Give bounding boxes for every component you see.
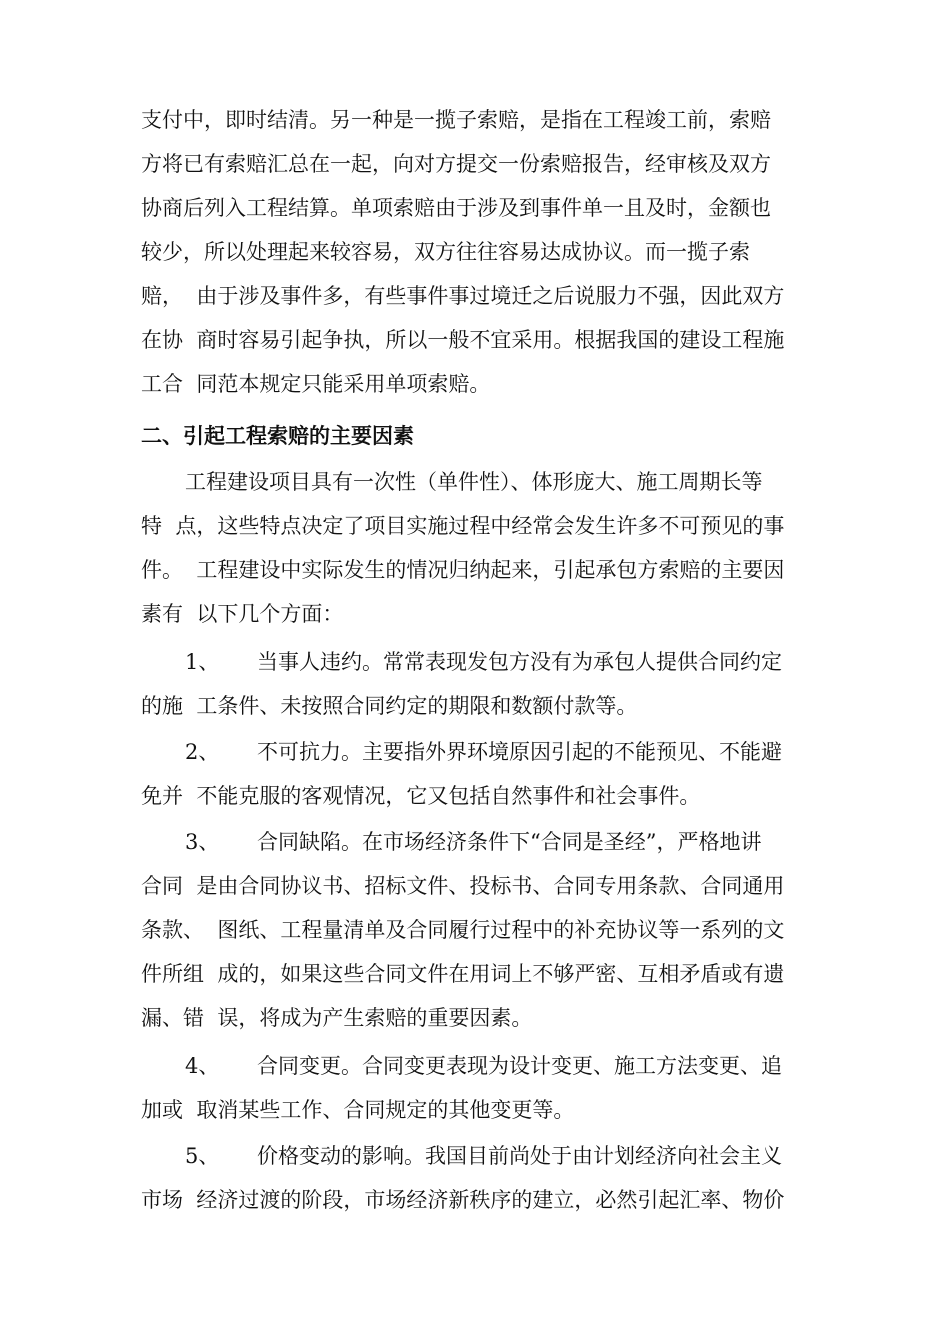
text-line: 的施 工条件、未按照合同约定的期限和数额付款等。 [141,694,638,718]
text-line: 方将已有索赔汇总在一起，向对方提交一份索赔报告，经审核及双方 [141,152,771,176]
list-item-text: 合同缺陷。在市场经济条件下“合同是圣经”，严格地讲 [257,830,762,854]
text-line: 较少，所以处理起来较容易，双方往往容易达成协议。而一揽子索 [141,240,750,264]
list-item-number: 1、 [185,650,220,674]
text-line: 市场 经济过渡的阶段，市场经济新秩序的建立，必然引起汇率、物价 [141,1188,785,1212]
text-line: 在协 商时容易引起争执，所以一般不宜采用。根据我国的建设工程施 [141,328,785,352]
list-item-text: 价格变动的影响。我国目前尚处于由计划经济向社会主义 [257,1144,782,1168]
list-item-number: 2、 [185,740,220,764]
list-item-text: 不可抗力。主要指外界环境原因引起的不能预见、不能避 [257,740,782,764]
list-item-text: 当事人违约。常常表现发包方没有为承包人提供合同约定 [257,650,782,674]
text-line: 免并 不能克服的客观情况，它又包括自然事件和社会事件。 [141,784,701,808]
text-line: 支付中，即时结清。另一种是一揽子索赔，是指在工程竣工前，索赔 [141,108,771,132]
text-line: 工合 同范本规定只能采用单项索赔。 [141,372,491,396]
text-line: 漏、错 误，将成为产生索赔的重要因素。 [141,1006,533,1030]
text-line: 合同 是由合同协议书、招标文件、投标书、合同专用条款、合同通用 [141,874,785,898]
section-heading: 二、引起工程索赔的主要因素 [141,424,414,448]
text-line: 加或 取消某些工作、合同规定的其他变更等。 [141,1098,575,1122]
list-item-number: 5、 [185,1144,220,1168]
list-item-number: 3、 [185,830,220,854]
text-line: 工程建设项目具有一次性（单件性）、体形庞大、施工周期长等 [185,470,763,494]
text-line: 条款、 图纸、工程量清单及合同履行过程中的补充协议等一系列的文 [141,918,785,942]
text-line: 件。 工程建设中实际发生的情况归纳起来，引起承包方索赔的主要因 [141,558,785,582]
text-line: 件所组 成的，如果这些合同文件在用词上不够严密、互相矛盾或有遗 [141,962,785,986]
list-item-text: 合同变更。合同变更表现为设计变更、施工方法变更、追 [257,1054,782,1078]
text-line: 协商后列入工程结算。单项索赔由于涉及到事件单一且及时，金额也 [141,196,771,220]
text-line: 素有 以下几个方面： [141,602,344,626]
text-line: 赔， 由于涉及事件多，有些事件事过境迁之后说服力不强，因此双方 [141,284,785,308]
list-item-number: 4、 [185,1054,220,1078]
text-line: 特 点，这些特点决定了项目实施过程中经常会发生许多不可预见的事 [141,514,785,538]
